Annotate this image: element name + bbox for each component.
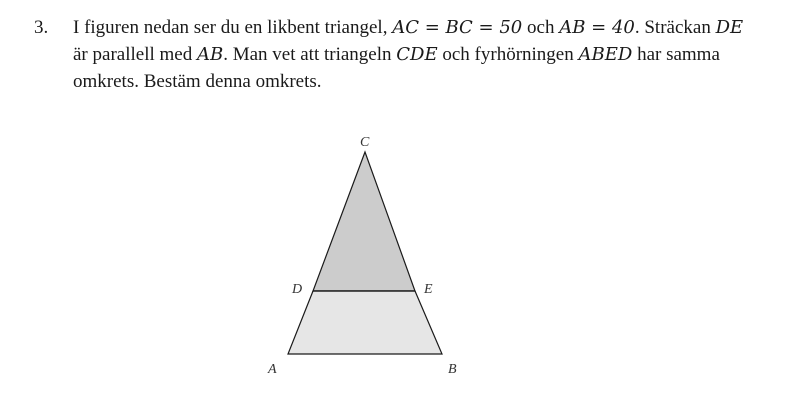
math-expression: AB bbox=[196, 44, 224, 65]
text-segment: är parallell med bbox=[73, 44, 197, 65]
text-segment: och bbox=[522, 17, 560, 38]
text-segment: . Sträckan bbox=[634, 17, 716, 38]
math-expression: AB = 40 bbox=[559, 17, 635, 38]
math-expression: AC = BC = 50 bbox=[392, 17, 523, 38]
quadrilateral-abed bbox=[288, 291, 442, 354]
math-expression: CDE bbox=[396, 44, 438, 65]
math-expression: DE bbox=[715, 17, 744, 38]
text-segment: omkrets. Bestäm denna omkrets. bbox=[73, 71, 322, 92]
vertex-label-a: A bbox=[268, 362, 277, 377]
text-segment: har samma bbox=[632, 44, 720, 65]
vertex-label-c: C bbox=[360, 135, 370, 150]
vertex-label-e: E bbox=[424, 282, 433, 297]
math-expression: ABED bbox=[578, 44, 633, 65]
vertex-label-d: D bbox=[292, 282, 303, 297]
text-segment: . Man vet att triangeln bbox=[223, 44, 397, 65]
text-segment: I figuren nedan ser du en likbent triangel, bbox=[73, 17, 393, 38]
vertex-label-b: B bbox=[448, 362, 457, 377]
triangle-cde bbox=[313, 152, 415, 291]
problem-number: 3. bbox=[34, 17, 49, 38]
text-segment: och fyrhörningen bbox=[437, 44, 579, 65]
